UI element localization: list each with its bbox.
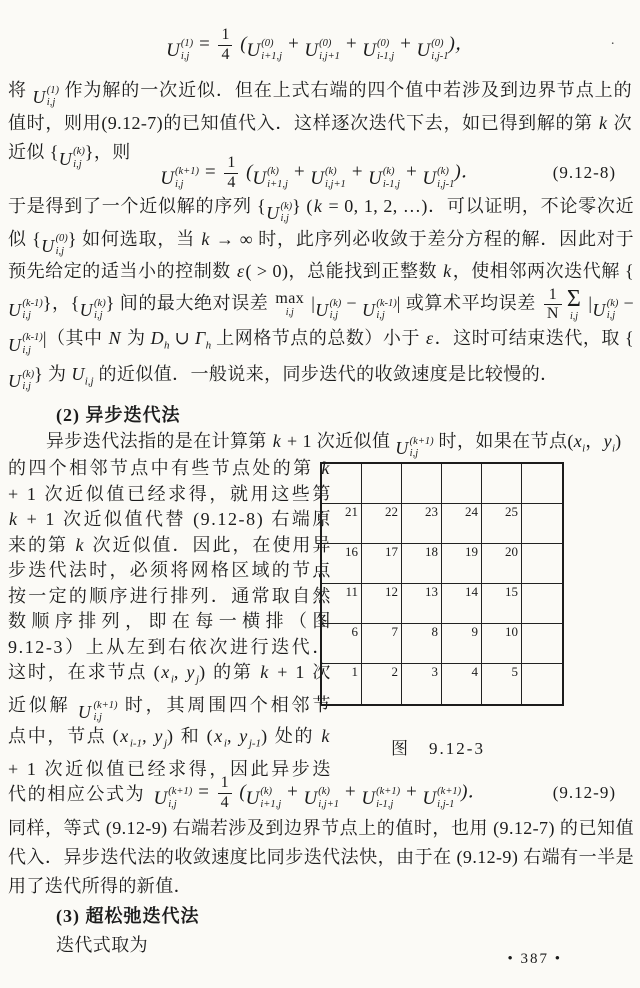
math-sub-term: $y_i$ bbox=[603, 431, 616, 455]
math-variable: k bbox=[313, 196, 323, 216]
math-sub-term: $x_i$ bbox=[161, 662, 174, 686]
math-supsub-term: U (k-1) i,j bbox=[361, 297, 397, 322]
math-sub-term: $\Gamma_h$ bbox=[195, 327, 212, 352]
grid-cell bbox=[402, 584, 442, 624]
grid-node-label: 9 bbox=[471, 624, 478, 639]
math-supsub-term: U (k) i,j bbox=[58, 146, 85, 170]
math-supsub-term: U (0) i+1,j bbox=[246, 38, 283, 62]
equation-number: (9.12-8) bbox=[552, 163, 616, 182]
formula-body: U (k+1) i,j = $\frac{1}{4}$ ( U (k) i+1,j + U (k) i,j+1 + U (k) i-1,j + U (k) i,j-1 )． bbox=[160, 154, 480, 191]
math-sub-term: $x_i$ bbox=[573, 431, 586, 455]
grid-cell bbox=[402, 664, 442, 704]
math-variable: k bbox=[201, 228, 210, 249]
grid-node-label: 19 bbox=[465, 544, 478, 559]
math-supsub-term: U (k) i,j-1 bbox=[422, 166, 455, 190]
grid-node-label: 25 bbox=[505, 504, 518, 519]
grid-cell bbox=[482, 664, 522, 704]
grid-cell bbox=[522, 664, 562, 704]
math-supsub-term: U (k+1) i,j-1 bbox=[422, 786, 462, 810]
paragraph-async-left-column: 的四个相邻节点中有些节点处的第 k + 1 次近似值已经求得，就用这些第 k + 1 次近似值代替 (9.12-8) 右端原来的第 k 次近似值．因此，在使用异步迭代法时，必须将网格区域的节点按一定的顺序进行排列．通常取自然数顺序排列，即在每一横排（图 9.12-3）上从左到右依次进行迭代．这时，在求节点 ($x_i$, $y_j$) 的第 k + 1 次近似解 U (k+1) i,j 时，其周围四个相邻节点中，节点 ($x_{i-1}$, $y_j$) 和 ($x_i$, $y_{j-1}$) 处的 k + 1 次近似值已经求得，因此异步迭代的相应公式为 bbox=[8, 458, 332, 805]
math-variable: k bbox=[443, 261, 452, 281]
figure-9-12-3 bbox=[316, 462, 576, 759]
grid-node-label: 22 bbox=[385, 504, 398, 519]
grid-cell bbox=[482, 464, 522, 504]
grid-cell bbox=[482, 504, 522, 544]
grid-node-label: 3 bbox=[431, 664, 438, 679]
math-variable: k bbox=[599, 112, 608, 133]
math-supsub-term: U (0) i,j-1 bbox=[416, 38, 449, 62]
grid-cell bbox=[522, 504, 562, 544]
paragraph-same-boundary: 同样，等式 (9.12-9) 右端若涉及到边界节点上的值时，也用 (9.12-7) 的已知值代入．异步迭代法的收敛速度比同步迭代法快，由于在 (9.12-9) 右端有一半是用了迭代所得的新值． bbox=[8, 818, 634, 896]
math-sub-term: $x_{i-1}$ bbox=[120, 725, 143, 750]
math-supsub-term: U (k) i-1,j bbox=[368, 166, 401, 190]
formula-body: U (1) i,j = $\frac{1}{4}$ ( U (0) i+1,j + U (0) i,j+1 + U (0) i-1,j + U (0) i,j-1 )， bbox=[166, 26, 474, 63]
math-supsub-term: U (k) i,j bbox=[266, 200, 293, 224]
grid-node-label: 7 bbox=[391, 624, 398, 639]
formula-stray-mark: · bbox=[610, 37, 616, 52]
math-operator: max i,j bbox=[275, 290, 305, 319]
math-supsub-term: U (k+1) i,j bbox=[77, 699, 118, 724]
math-supsub-term: U (0) i,j bbox=[41, 233, 68, 257]
grid-cell bbox=[362, 584, 402, 624]
math-supsub-term: U (k-1) i,j bbox=[8, 332, 43, 356]
grid-cell bbox=[482, 624, 522, 664]
math-operator: Σ i,j bbox=[566, 286, 582, 323]
math-supsub-term: U (k) i,j+1 bbox=[303, 786, 340, 810]
equation-number: (9.12-9) bbox=[552, 783, 616, 802]
grid-cell bbox=[522, 544, 562, 584]
grid-cell bbox=[322, 584, 362, 624]
grid-cell bbox=[402, 624, 442, 664]
formula-eq-9-12-9 bbox=[0, 766, 640, 820]
math-supsub-term: U (k) i,j bbox=[315, 297, 342, 322]
section-heading-2: (2) 异步迭代法 bbox=[56, 405, 181, 425]
grid-node-label: 4 bbox=[471, 664, 478, 679]
section-heading-3: (3) 超松弛迭代法 bbox=[56, 906, 200, 926]
math-sub-term: $x_i$ bbox=[214, 725, 227, 750]
paragraph-async-lead: 异步迭代法指的是在计算第 k + 1 次近似值 U (k+1) i,j 时，如果在节点($x_i$，$y_i$) bbox=[46, 431, 622, 459]
math-variable: k bbox=[272, 431, 282, 451]
grid-cell bbox=[402, 464, 442, 504]
math-fraction: $\frac{1}{4}$ bbox=[218, 774, 232, 812]
math-supsub-term: U (k) i,j bbox=[592, 297, 619, 322]
grid-cell bbox=[322, 624, 362, 664]
grid-node-label: 12 bbox=[385, 584, 398, 599]
grid-node-label: 14 bbox=[465, 584, 478, 599]
grid-node-label: 23 bbox=[425, 504, 438, 519]
grid-cell bbox=[522, 464, 562, 504]
grid-node-label: 17 bbox=[385, 544, 398, 559]
grid-node-label: 6 bbox=[351, 624, 358, 639]
grid-node-label: 21 bbox=[345, 504, 358, 519]
grid-node-label: 13 bbox=[425, 584, 438, 599]
math-sub-term: $y_j$ bbox=[186, 662, 200, 686]
grid-node-label: 24 bbox=[465, 504, 478, 519]
math-variable: N bbox=[108, 327, 121, 348]
math-supsub-term: U (k+1) i,j bbox=[160, 166, 200, 190]
grid-node-label: 20 bbox=[505, 544, 518, 559]
grid-cell bbox=[362, 504, 402, 544]
math-supsub-term: U (k) i,j bbox=[8, 368, 35, 393]
math-variable: k bbox=[9, 509, 19, 529]
math-sub-term: $y_{j-1}$ bbox=[239, 725, 262, 750]
grid-cell bbox=[522, 624, 562, 664]
grid-cell bbox=[362, 624, 402, 664]
math-supsub-term: U (k+1) i-1,j bbox=[361, 786, 401, 810]
grid-node-label: 11 bbox=[345, 584, 358, 599]
math-supsub-term: U (0) i-1,j bbox=[362, 38, 395, 62]
grid-cell bbox=[322, 464, 362, 504]
math-sub-term: $U_{i,j}$ bbox=[71, 364, 94, 388]
grid-node-label: 1 bbox=[351, 664, 358, 679]
grid-cell bbox=[442, 504, 482, 544]
math-sub-term: $D_h$ bbox=[150, 327, 170, 352]
math-variable: ε bbox=[236, 261, 245, 281]
grid-cell bbox=[322, 504, 362, 544]
grid-cell bbox=[442, 544, 482, 584]
grid-node-label: 2 bbox=[391, 664, 398, 679]
math-supsub-term: U (k) i,j bbox=[79, 297, 106, 322]
math-fraction: $\frac{1}{4}$ bbox=[224, 154, 238, 192]
grid-node-label: 5 bbox=[511, 664, 518, 679]
grid-cell bbox=[362, 664, 402, 704]
grid-cell bbox=[482, 584, 522, 624]
grid-node-label: 16 bbox=[345, 544, 358, 559]
math-supsub-term: U (1) i,j bbox=[32, 84, 60, 108]
math-supsub-term: U (k+1) i,j bbox=[395, 435, 434, 459]
page-number: • 387 • bbox=[507, 951, 562, 967]
paragraph-first-approx: 将 U (1) i,j 作为解的一次近似．但在上式右端的四个值中若涉及到边界节点上的值时，则用(9.12-7)的已知值代入．这样逐次迭代下去，如已得到解的第 k 次近似 { U (k) i,j }，则 bbox=[8, 80, 632, 170]
math-sub-term: $y_j$ bbox=[154, 725, 168, 750]
grid-cell bbox=[362, 464, 402, 504]
grid-cell bbox=[402, 544, 442, 584]
grid-cell bbox=[362, 544, 402, 584]
math-supsub-term: U (k-1) i,j bbox=[8, 297, 43, 322]
grid-cell bbox=[322, 544, 362, 584]
figure-grid bbox=[320, 462, 564, 706]
math-supsub-term: U (k+1) i,j bbox=[153, 786, 193, 810]
grid-node-label: 15 bbox=[505, 584, 518, 599]
grid-cell bbox=[442, 464, 482, 504]
math-fraction: $\frac{1}{N}$ bbox=[544, 286, 562, 324]
grid-cell bbox=[482, 544, 522, 584]
math-supsub-term: U (k) i+1,j bbox=[252, 166, 288, 190]
grid-node-label: 18 bbox=[425, 544, 438, 559]
math-supsub-term: U (1) i,j bbox=[166, 38, 194, 62]
grid-cell bbox=[442, 664, 482, 704]
grid-cell bbox=[402, 504, 442, 544]
math-supsub-term: U (k) i+1,j bbox=[245, 786, 282, 810]
figure-caption: 图 9.12-3 bbox=[391, 739, 485, 758]
math-fraction: $\frac{1}{4}$ bbox=[218, 26, 232, 64]
math-variable: k bbox=[75, 534, 86, 555]
paragraph-convergence: 于是得到了一个近似解的序列 { U (k) i,j } (k = 0, 1, 2, …)．可以证明，不论零次近似 { U (0) i,j } 如何选取，当 k → ∞ 时，此序列必收敛于差分方程的解．因此对于预先给定的适当小的控制数 ε( > 0)，总能找到正整数 k，使相邻两次迭代解 { U (k-1) i,j }，{ U (k) i,j } 间的最大绝对误差 max i,j | U (k) i,j − U (k-1) i,j | 或算术平均误差 $\frac{1}{N}$ Σ i,j | U (k) i,j − U (k-1) i,j |（其中 N 为 $D_h$ ∪ $\Gamma_h$ 上网格节点的总数）小于 ε．这时可结束迭代，取 { U (k) i,j } 为 $U_{i,j}$ 的近似值．一般说来，同步迭代的收敛速度是比较慢的． bbox=[8, 192, 634, 397]
math-variable: k bbox=[321, 458, 331, 478]
formula-first-approximation bbox=[0, 18, 640, 72]
paragraph-sor-lead: 迭代式取为 bbox=[56, 935, 148, 955]
math-supsub-term: U (k) i,j+1 bbox=[310, 166, 346, 190]
formula-body: U (k+1) i,j = $\frac{1}{4}$ ( U (k) i+1,j + U (k) i,j+1 + U (k+1) i-1,j + U (k+1) i,j-1 )． bbox=[153, 774, 487, 811]
math-variable: k bbox=[260, 662, 270, 682]
grid-cell bbox=[522, 584, 562, 624]
math-variable: ε bbox=[426, 327, 434, 348]
grid-node-label: 10 bbox=[505, 624, 518, 639]
math-variable: k bbox=[321, 725, 332, 746]
math-supsub-term: U (0) i,j+1 bbox=[304, 38, 340, 62]
grid-cell bbox=[442, 624, 482, 664]
grid-cell bbox=[322, 664, 362, 704]
grid-node-label: 8 bbox=[431, 624, 438, 639]
grid-cell bbox=[442, 584, 482, 624]
